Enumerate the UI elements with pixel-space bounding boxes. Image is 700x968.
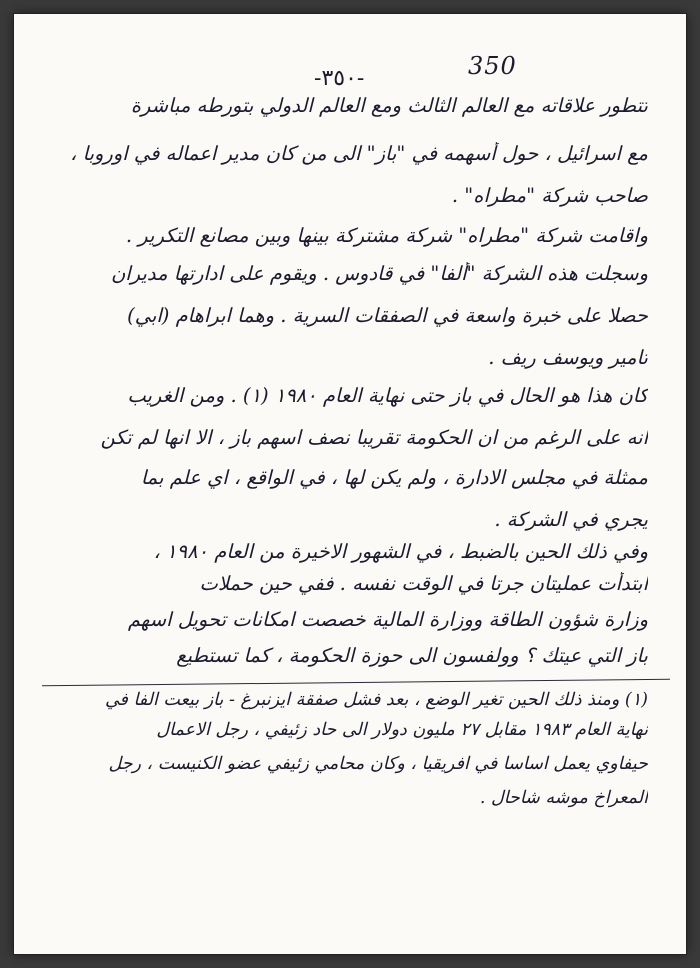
footnote-line: حيفاوي يعمل اساسا في افريقيا ، وكان محامي زئيفي عضو الكنيست ، رجل: [108, 754, 648, 774]
body-line: صاحب شركة "مطراه" .: [451, 184, 648, 207]
body-line: تامير ويوسف ريف .: [488, 346, 648, 369]
footnote-line: المعراخ موشه شاحال .: [479, 788, 648, 808]
footnote-line: (١) ومنذ ذلك الحين تغير الوضع ، بعد فشل صفقة ايزنبرغ - باز بيعت الفا في: [104, 690, 648, 710]
footnote-line: نهاية العام ١٩٨٣ مقابل ٢٧ مليون دولار الى حاد زئيفي ، رجل الاعمال: [156, 720, 648, 740]
body-line: وزارة شؤون الطاقة ووزارة المالية خصصت امكانات تحويل اسهم: [127, 608, 648, 631]
body-line: باز التي عيتك ؟ وولفسون الى حوزة الحكومة ، كما تستطيع: [176, 644, 648, 667]
body-line: مع اسرائيل ، حول أسهمه في "باز" الى من كان مدير اعماله في اوروبا ،: [70, 142, 648, 165]
manuscript-page: [14, 14, 686, 954]
body-line: ممثلة في مجلس الادارة ، ولم يكن لها ، في الواقع ، اي علم بما: [140, 466, 648, 489]
body-line: تتطور علاقاته مع العالم الثالث ومع العالم الدولي بتورطه مباشرة: [130, 94, 648, 117]
body-line: وفي ذلك الحين بالضبط ، في الشهور الاخيرة من العام ١٩٨٠ ،: [153, 540, 648, 563]
footnote-divider: [42, 679, 670, 687]
page-number-arabic: -٣٥٠-: [314, 66, 365, 91]
body-line: ابتدأت عمليتان جرتا في الوقت نفسه . ففي حين حملات: [199, 572, 648, 595]
body-line: وسجلت هذه الشركة "ألفا" في قادوس . ويقوم على ادارتها مديران: [110, 262, 648, 285]
body-line: يجري في الشركة .: [494, 508, 648, 531]
body-line: واقامت شركة "مطراه" شركة مشتركة بينها وبين مصانع التكرير .: [125, 224, 648, 247]
page-number-latin: 350: [468, 52, 517, 80]
body-line: حصلا على خبرة واسعة في الصفقات السرية . وهما ابراهام (ابي): [127, 304, 648, 327]
body-line: كان هذا هو الحال في باز حتى نهاية العام ١٩٨٠ (١) . ومن الغريب: [127, 384, 648, 407]
body-line: انه على الرغم من ان الحكومة تقريبا نصف اسهم باز ، الا انها لم تكن: [100, 426, 648, 449]
